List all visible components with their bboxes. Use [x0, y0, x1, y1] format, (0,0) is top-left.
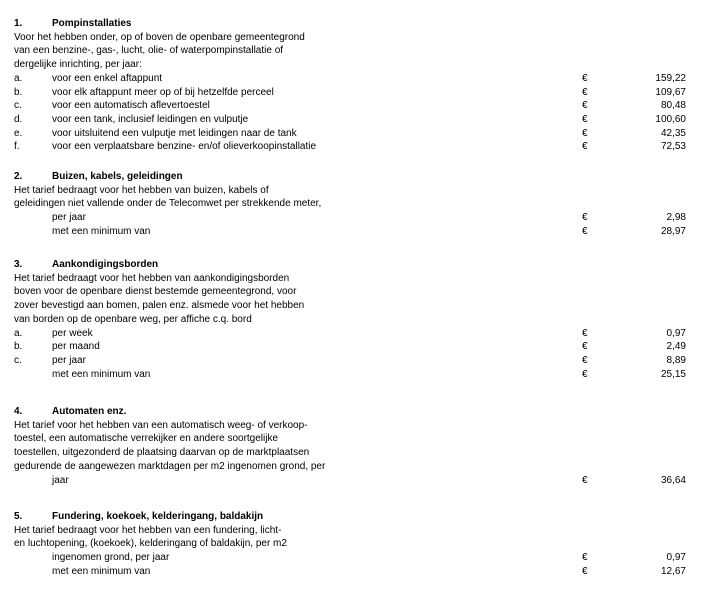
item-amount: 0,97 [666, 327, 686, 339]
intro-text: boven voor de openbare dienst bestemde gemeentegrond, voor [14, 286, 297, 298]
currency-symbol: € [582, 327, 588, 339]
intro-text: Het tarief bedraagt voor het hebben van een fundering, licht- [14, 524, 282, 536]
item-letter: c. [14, 100, 22, 112]
currency-symbol: € [582, 354, 588, 366]
tariff-row [0, 354, 702, 367]
item-text: met een minimum van [52, 225, 151, 237]
tariff-row [0, 72, 702, 85]
currency-symbol: € [582, 341, 588, 353]
item-amount: 2,98 [666, 212, 686, 224]
item-text: voor een tank, inclusief leidingen en vulputje [52, 113, 249, 125]
section-number: 5. [14, 511, 23, 522]
section-title: Buizen, kabels, geleidingen [52, 171, 183, 182]
currency-symbol: € [582, 141, 588, 153]
currency-symbol: € [582, 552, 588, 564]
intro-text: van borden op de openbare weg, per affiche c.q. bord [14, 313, 252, 325]
currency-symbol: € [582, 100, 588, 112]
item-letter: d. [14, 113, 23, 125]
currency-symbol: € [582, 474, 588, 486]
currency-symbol: € [582, 72, 588, 84]
item-text: voor een enkel aftappunt [52, 72, 163, 84]
item-amount: 0,97 [666, 552, 686, 564]
tariff-row [0, 113, 702, 126]
item-text: per jaar [52, 354, 86, 366]
section-heading [0, 258, 702, 271]
tariff-row [0, 340, 702, 353]
item-amount: 109,67 [655, 86, 686, 98]
item-text: per week [52, 327, 93, 339]
intro-text: van een benzine-, gas-, lucht, olie- of waterpompinstallatie of [14, 45, 284, 57]
item-letter: c. [14, 354, 22, 366]
item-amount: 8,89 [666, 354, 686, 366]
item-text: met een minimum van [52, 368, 151, 380]
item-amount: 80,48 [660, 100, 686, 112]
currency-symbol: € [582, 565, 588, 577]
item-text: voor uitsluitend een vulputje met leidingen naar de tank [52, 127, 297, 139]
item-text: ingenomen grond, per jaar [52, 552, 170, 564]
tariff-row [0, 140, 702, 153]
item-amount: 28,97 [660, 225, 686, 237]
currency-symbol: € [582, 127, 588, 139]
currency-symbol: € [582, 368, 588, 380]
section-number: 1. [14, 18, 23, 29]
section-heading [0, 17, 702, 30]
tariff-row [0, 565, 702, 578]
intro-text: toestel, een automatische verrekijker en andere soortgelijke [14, 433, 279, 445]
item-letter: e. [14, 127, 23, 139]
intro-text: Het tarief voor het hebben van een automatisch weeg- of verkoop- [14, 419, 308, 431]
item-text: met een minimum van [52, 565, 151, 577]
currency-symbol: € [582, 86, 588, 98]
tariff-row [0, 327, 702, 340]
tariff-row [0, 368, 702, 381]
section-number: 3. [14, 259, 23, 270]
item-text: per maand [52, 341, 100, 353]
item-letter: b. [14, 341, 23, 353]
tariff-row [0, 551, 702, 564]
item-letter: a. [14, 72, 23, 84]
section-number: 2. [14, 171, 23, 182]
currency-symbol: € [582, 113, 588, 125]
currency-symbol: € [582, 212, 588, 224]
intro-text: geleidingen niet vallende onder de Telecomwet per strekkende meter, [14, 198, 322, 210]
intro-text: dergelijke inrichting, per jaar: [14, 59, 142, 71]
item-text: per jaar [52, 212, 86, 224]
item-text: voor een verplaatsbare benzine- en/of olieverkoopinstallatie [52, 141, 317, 153]
intro-text: Het tarief bedraagt voor het hebben van buizen, kabels of [14, 184, 269, 196]
section-title: Fundering, koekoek, kelderingang, baldakijn [52, 511, 264, 522]
section-title: Automaten enz. [52, 406, 127, 417]
intro-text: toestellen, uitgezonderd de plaatsing daarvan op de marktplaatsen [14, 447, 310, 459]
tariff-row [0, 474, 702, 487]
item-text: voor een automatisch aflevertoestel [52, 100, 210, 112]
section-title: Aankondigingsborden [52, 259, 159, 270]
tariff-row [0, 225, 702, 238]
item-letter: a. [14, 327, 23, 339]
section-heading [0, 405, 702, 418]
item-amount: 12,67 [660, 565, 686, 577]
intro-text: en luchtopening, (koekoek), kelderingang of baldakijn, per m2 [14, 538, 287, 550]
intro-text: Voor het hebben onder, op of boven de openbare gemeentegrond [14, 31, 305, 43]
item-letter: f. [14, 141, 20, 153]
intro-text: Het tarief bedraagt voor het hebben van aankondigingsborden [14, 272, 290, 284]
item-amount: 36,64 [660, 474, 686, 486]
item-amount: 42,35 [660, 127, 686, 139]
tariff-row [0, 86, 702, 99]
section-heading [0, 170, 702, 183]
item-text: jaar [52, 474, 69, 486]
tariff-row [0, 211, 702, 224]
tariff-row [0, 99, 702, 112]
item-amount: 72,53 [660, 141, 686, 153]
item-amount: 100,60 [655, 113, 686, 125]
item-amount: 2,49 [666, 341, 686, 353]
item-letter: b. [14, 86, 23, 98]
intro-text: zover bevestigd aan bomen, palen enz. alsmede voor het hebben [14, 300, 305, 312]
section-heading [0, 510, 702, 523]
item-amount: 159,22 [655, 72, 686, 84]
currency-symbol: € [582, 225, 588, 237]
section-number: 4. [14, 406, 23, 417]
intro-text: gedurende de aangewezen marktdagen per m2 ingenomen grond, per [14, 460, 326, 472]
section-title: Pompinstallaties [52, 18, 132, 29]
item-text: voor elk aftappunt meer op of bij hetzelfde perceel [52, 86, 274, 98]
tariff-row [0, 127, 702, 140]
item-amount: 25,15 [660, 368, 686, 380]
